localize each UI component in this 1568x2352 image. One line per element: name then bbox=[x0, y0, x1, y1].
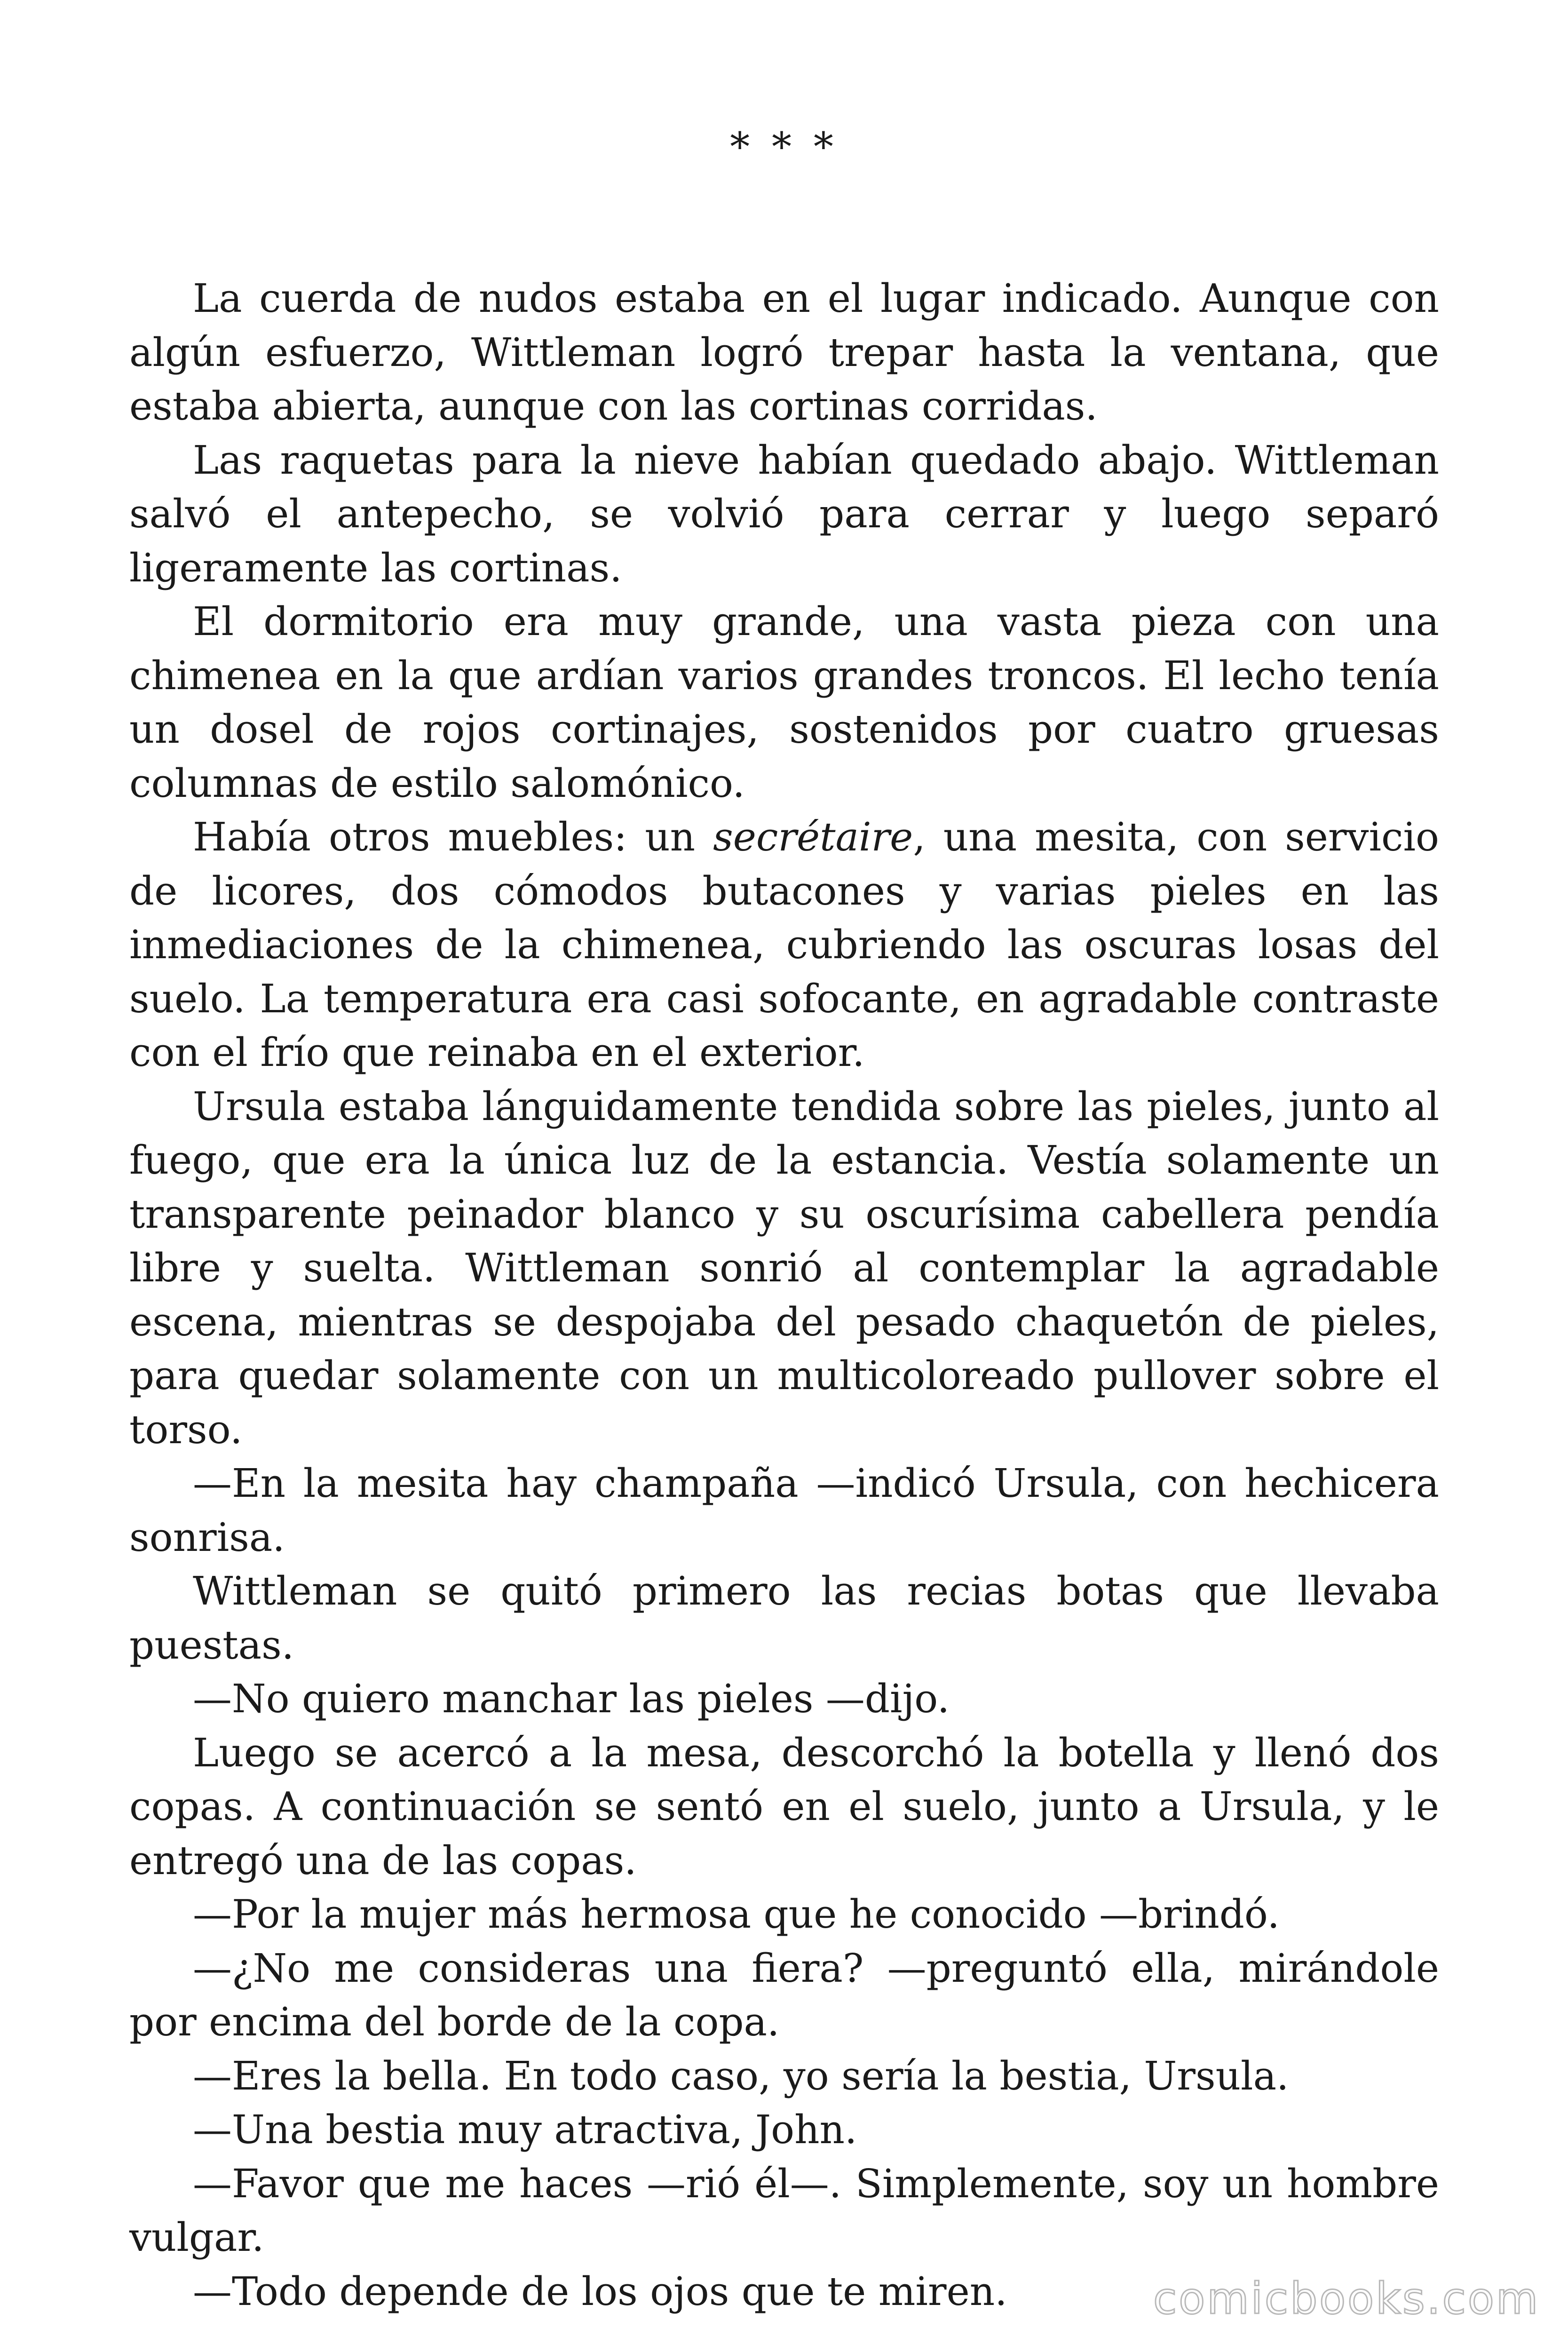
paragraph-text: , una mesita, con servicio de licores, dos cómodos butacones y varias pieles en las inmediaciones de la chimenea, cubriendo las oscuras losas del suelo. La temperatura era casi sofocante, en agradable contraste con el frío que reinaba en el exterior. bbox=[129, 814, 1439, 1075]
body-text bbox=[129, 272, 1439, 2319]
dialogue-line: —Por la mujer más hermosa que he conocido —brindó. bbox=[193, 1891, 1280, 1937]
paragraph: Wittleman se quitó primero las recias botas que llevaba puestas. bbox=[129, 1568, 1439, 1668]
paragraph: La cuerda de nudos estaba en el lugar indicado. Aunque con algún esfuerzo, Wittleman logró trepar hasta la ventana, que estaba abierta, aunque con las cortinas corridas. bbox=[129, 276, 1439, 429]
dialogue-line: —Favor que me haces —rió él—. Simplemente, soy un hombre vulgar. bbox=[129, 2161, 1439, 2260]
italic-word: secrétaire bbox=[713, 814, 913, 860]
paragraph: Luego se acercó a la mesa, descorchó la botella y llenó dos copas. A continuación se sentó en el suelo, junto a Ursula, y le entregó una de las copas. bbox=[129, 1730, 1439, 1883]
scene-separator: * * * bbox=[730, 124, 838, 170]
dialogue-line: —Una bestia muy atractiva, John. bbox=[193, 2107, 857, 2153]
watermark-logo: comicbooks.com bbox=[1153, 2273, 1540, 2324]
dialogue-line: —En la mesita hay champaña —indicó Ursula, con hechicera sonrisa. bbox=[129, 1461, 1439, 1560]
paragraph bbox=[129, 810, 1439, 1080]
paragraph: Ursula estaba lánguidamente tendida sobre las pieles, junto al fuego, que era la única luz de la estancia. Vestía solamente un transparente peinador blanco y su oscurísima cabellera pendía libre y suelta. Wittleman sonrió al contemplar la agradable escena, mientras se despojaba del pesado chaquetón de pieles, para quedar solamente con un multicoloreado pullover sobre el torso. bbox=[129, 1083, 1439, 1453]
paragraph-text: Había otros muebles: un bbox=[193, 814, 713, 860]
dialogue-line: —¿No me consideras una fiera? —preguntó ella, mirándole por encima del borde de la copa. bbox=[129, 1945, 1439, 2045]
dialogue-line: —Eres la bella. En todo caso, yo sería la bestia, Ursula. bbox=[193, 2053, 1289, 2099]
dialogue-line: —Todo depende de los ojos que te miren. bbox=[193, 2268, 1007, 2314]
paragraph: El dormitorio era muy grande, una vasta pieza con una chimenea en la que ardían varios grandes troncos. El lecho tenía un dosel de rojos cortinajes, sostenidos por cuatro gruesas columnas de estilo salomónico. bbox=[129, 599, 1439, 806]
dialogue-line: —No quiero manchar las pieles —dijo. bbox=[193, 1676, 950, 1722]
paragraph: Las raquetas para la nieve habían quedado abajo. Wittleman salvó el antepecho, se volvió para cerrar y luego separó ligeramente las cortinas. bbox=[129, 437, 1439, 591]
